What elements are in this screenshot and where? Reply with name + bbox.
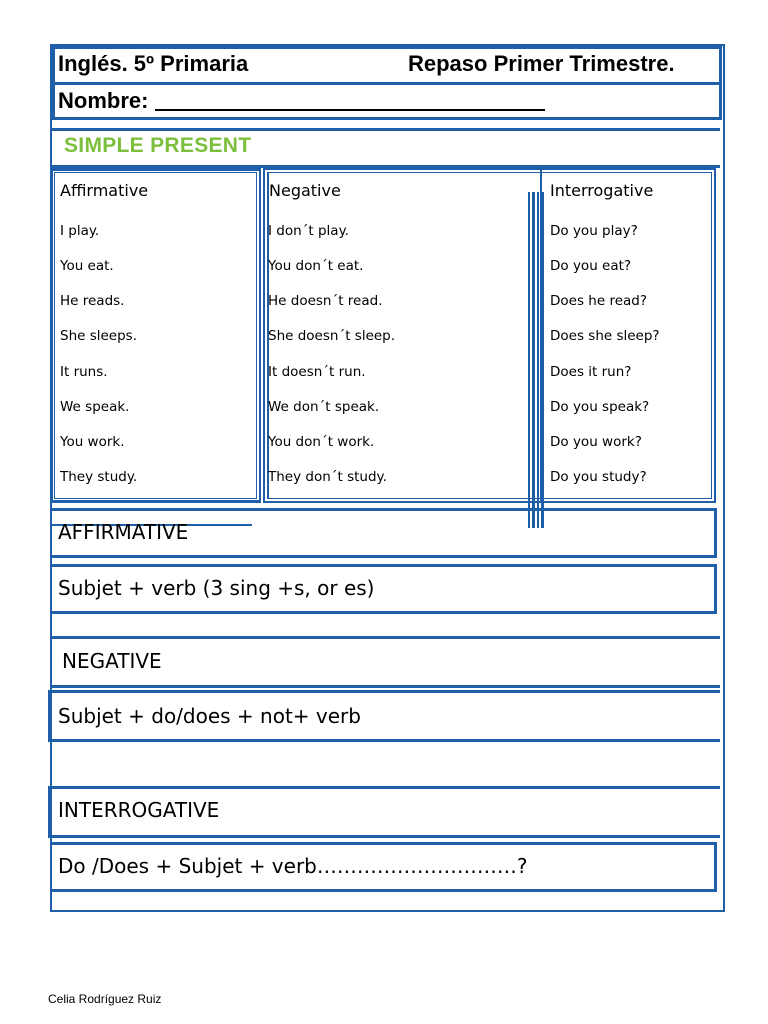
affirmative-example: You eat. (60, 258, 114, 274)
divider-line (540, 168, 542, 503)
negative-title: NEGATIVE (62, 649, 162, 673)
affirmative-example: It runs. (60, 364, 108, 380)
affirmative-example: I play. (60, 223, 100, 239)
name-blank-line[interactable] (155, 109, 545, 111)
interrogative-example: Does he read? (550, 293, 648, 309)
header-interrogative: Interrogative (550, 181, 654, 200)
affirmative-rule: Subjet + verb (3 sing +s, or es) (58, 576, 375, 600)
interrogative-example: Do you eat? (550, 258, 632, 274)
divider-line (532, 192, 535, 528)
interrogative-example: Does she sleep? (550, 328, 660, 344)
negative-example: She doesn´t sleep. (268, 328, 396, 344)
header-row-2 (52, 82, 722, 120)
section-title: SIMPLE PRESENT (64, 134, 252, 157)
interrogative-example: Do you play? (550, 223, 638, 239)
interrogative-example: Do you speak? (550, 399, 650, 415)
interrogative-example: Do you work? (550, 434, 642, 450)
affirmative-example: You work. (60, 434, 125, 450)
affirmative-example: We speak. (60, 399, 130, 415)
affirmative-example: She sleeps. (60, 328, 138, 344)
negative-example: I don´t play. (268, 223, 349, 239)
divider-line (537, 192, 539, 528)
interrogative-example: Does it run? (550, 364, 632, 380)
divider-line (528, 192, 530, 528)
name-label: Nombre: (58, 88, 149, 113)
interrogative-rule: Do /Does + Subjet + verb…………………………? (58, 854, 528, 878)
header-negative: Negative (269, 181, 341, 200)
negative-example: He doesn´t read. (268, 293, 383, 309)
subject-title: Inglés. 5º Primaria (58, 51, 249, 76)
affirmative-example: He reads. (60, 293, 125, 309)
affirmative-title: AFFIRMATIVE (58, 520, 189, 544)
review-title: Repaso Primer Trimestre. (408, 51, 675, 76)
negative-example: You don´t eat. (268, 258, 364, 274)
negative-example: It doesn´t run. (268, 364, 366, 380)
author-credit: Celia Rodríguez Ruiz (48, 992, 162, 1006)
negative-example: We don´t speak. (268, 399, 380, 415)
negative-rule: Subjet + do/does + not+ verb (58, 704, 361, 728)
negative-example: You don´t work. (268, 434, 375, 450)
negative-example: They don´t study. (268, 469, 387, 485)
header-affirmative: Affirmative (60, 181, 149, 200)
interrogative-title: INTERROGATIVE (58, 798, 220, 822)
interrogative-example: Do you study? (550, 469, 647, 485)
affirmative-example: They study. (60, 469, 138, 485)
